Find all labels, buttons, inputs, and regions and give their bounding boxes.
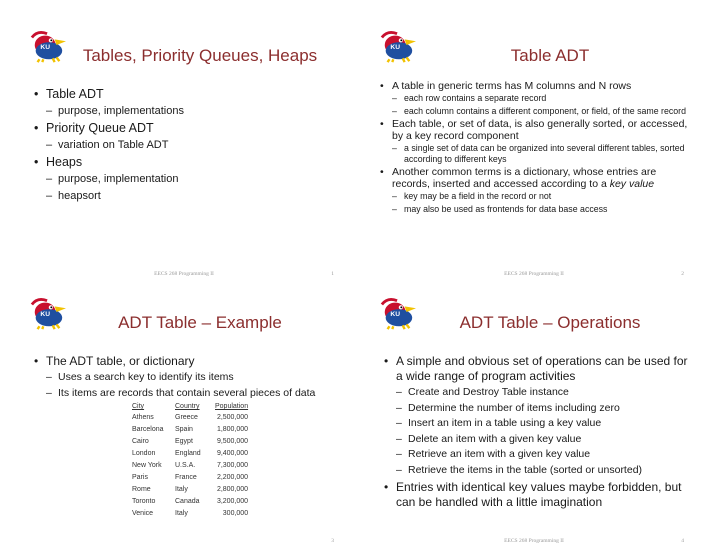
table-row [132, 425, 248, 437]
bullet-item: • A table in generic terms has M columns and N rows [380, 80, 694, 92]
country-cell: Italy [175, 485, 188, 493]
slide-3 [14, 285, 354, 550]
slide-1 [14, 18, 354, 283]
bullet-item: • A simple and obvious set of operations can be used for a wide range of program activities [384, 354, 692, 384]
slide-footer: EECS 268 Programming II [504, 538, 564, 544]
sub-bullet-item: – Delete an item with a given key value [384, 433, 692, 447]
country-cell: Greece [175, 413, 198, 421]
emphasis-text: key value [609, 178, 655, 190]
sub-bullet-item: – may also be used as frontends for data base access [380, 204, 694, 215]
page-number: 3 [331, 538, 334, 544]
city-cell: New York [132, 461, 162, 469]
svg-text:KU: KU [40, 43, 50, 51]
slide-title: Table ADT [510, 46, 590, 65]
sub-bullet-item: – each row contains a separate record [380, 93, 694, 104]
country-cell: England [175, 449, 201, 457]
slide-title: ADT Table – Operations [459, 313, 641, 332]
sub-bullet-item: – Insert an item in a table using a key value [384, 417, 692, 431]
sub-bullet-item: – each column contains a different component, or field, of the same record [380, 106, 694, 117]
table-row [132, 449, 248, 461]
sub-bullet-item: – purpose, implementation [34, 172, 342, 186]
slide-4 [364, 285, 704, 550]
population-cell: 3,200,000 [216, 497, 249, 505]
svg-text:KU: KU [390, 310, 400, 318]
country-cell: Spain [175, 425, 193, 433]
bullet-item: • Each table, or set of data, is also generally sorted, or accessed, by a key record component [380, 118, 694, 142]
slide-2 [364, 18, 704, 283]
city-cell: Barcelona [132, 425, 164, 433]
slide-footer: EECS 268 Programming II [504, 271, 564, 277]
column-header: Country [175, 403, 200, 410]
city-cell: Paris [132, 473, 148, 481]
svg-text:KU: KU [390, 43, 400, 51]
sub-bullet-item: – a single set of data can be organized into several different tables, sorted according to different keys [380, 143, 694, 164]
population-cell: 2,800,000 [216, 485, 249, 493]
country-cell: Canada [175, 497, 200, 505]
city-cell: Venice [132, 509, 154, 517]
sub-bullet-item: – key may be a field in the record or not [380, 191, 694, 202]
bullet-item: • The ADT table, or dictionary [34, 354, 342, 369]
slide-title: ADT Table – Example [118, 313, 282, 332]
table-row [132, 437, 248, 449]
bullet-item: • Heaps [34, 155, 342, 170]
country-cell: France [175, 473, 197, 481]
column-header: Population [215, 403, 249, 410]
table-header-row [132, 403, 248, 413]
page-number: 2 [681, 271, 684, 277]
slide-body [34, 84, 342, 206]
population-cell: 2,500,000 [216, 413, 249, 421]
sub-bullet-item: – Retrieve an item with a given key value [384, 448, 692, 462]
population-cell: 1,800,000 [216, 425, 249, 433]
bullet-item: • Entries with identical key values maybe forbidden, but can be handled with a little imagination [384, 480, 692, 510]
slide-body [34, 351, 342, 402]
page-number: 1 [331, 271, 334, 277]
page-number: 4 [681, 538, 684, 544]
population-cell: 7,300,000 [216, 461, 249, 469]
population-cell: 2,200,000 [216, 473, 249, 481]
city-cell: Cairo [132, 437, 149, 445]
slide-title: Tables, Priority Queues, Heaps [82, 46, 318, 65]
country-cell: Egypt [175, 437, 193, 445]
sub-bullet-item: – Its items are records that contain several pieces of data [34, 387, 342, 401]
country-cell: Italy [175, 509, 188, 517]
table-row [132, 461, 248, 473]
sub-bullet-item: – Retrieve the items in the table (sorted or unsorted) [384, 464, 692, 478]
city-table [132, 403, 248, 521]
population-cell: 9,400,000 [216, 449, 249, 457]
sub-bullet-item: – Determine the number of items including zero [384, 402, 692, 416]
population-cell: 9,500,000 [216, 437, 249, 445]
country-cell: U.S.A. [175, 461, 196, 469]
slide-body [380, 78, 694, 216]
city-cell: Rome [132, 485, 151, 493]
sub-bullet-item: – purpose, implementations [34, 104, 342, 118]
city-cell: Athens [132, 413, 154, 421]
population-cell: 300,000 [222, 509, 249, 517]
sub-bullet-item: – Uses a search key to identify its items [34, 371, 342, 385]
table-row [132, 509, 248, 521]
column-header: City [132, 403, 145, 410]
bullet-item [380, 166, 694, 190]
table-row [132, 473, 248, 485]
slide-body [384, 351, 692, 512]
bullet-item: • Priority Queue ADT [34, 121, 342, 136]
svg-text:KU: KU [40, 310, 50, 318]
table-row [132, 413, 248, 425]
table-body [132, 413, 248, 521]
table-row [132, 485, 248, 497]
sub-bullet-item: – variation on Table ADT [34, 138, 342, 152]
city-cell: London [132, 449, 156, 457]
slide-footer: EECS 268 Programming II [154, 271, 214, 277]
sub-bullet-item: – Create and Destroy Table instance [384, 386, 692, 400]
city-cell: Toronto [132, 497, 156, 505]
bullet-text: Another common terms is a dictionary, whose entries are records, inserted and accessed according to a [392, 166, 657, 190]
table-row [132, 497, 248, 509]
bullet-item: • Table ADT [34, 87, 342, 102]
sub-bullet-item: – heapsort [34, 189, 342, 203]
